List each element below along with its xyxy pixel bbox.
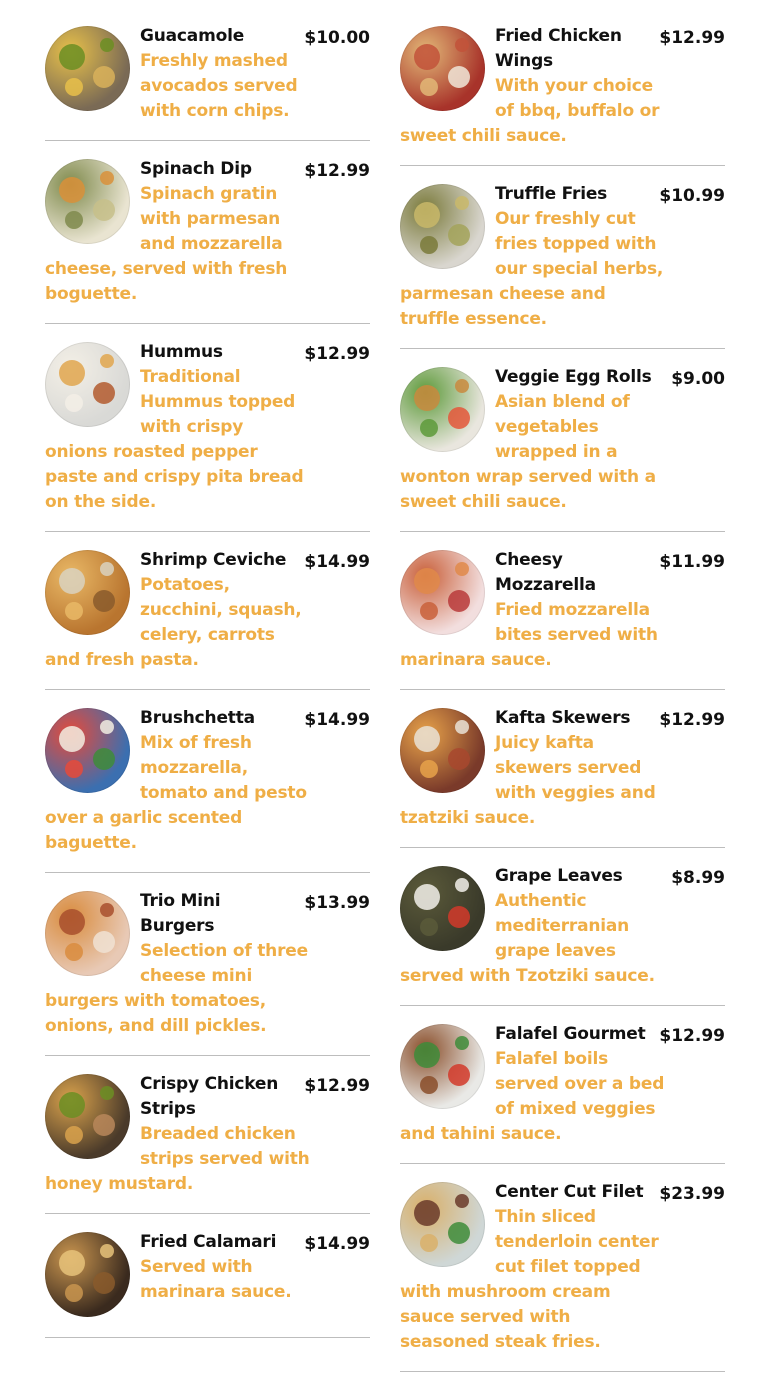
item-price: $12.99 <box>304 1076 370 1096</box>
item-description: With your choice of bbq, buffalo or sweet chili sauce. <box>400 76 660 146</box>
photo-detail <box>93 66 115 88</box>
item-name: Spinach Dip <box>140 159 252 179</box>
photo-detail <box>100 720 114 734</box>
menu-item-veggie-egg-rolls[interactable] <box>400 365 725 532</box>
item-name: Guacamole <box>140 26 245 46</box>
menu-item-brushchetta[interactable] <box>45 706 370 873</box>
food-photo <box>45 26 130 111</box>
food-photo <box>400 550 485 635</box>
photo-detail <box>93 1114 115 1136</box>
photo-detail <box>448 1064 470 1086</box>
photo-detail <box>93 748 115 770</box>
photo-detail <box>414 726 440 752</box>
photo-detail <box>414 1042 440 1068</box>
photo-detail <box>59 44 85 70</box>
item-price: $12.99 <box>659 1026 725 1046</box>
photo-detail <box>455 196 469 210</box>
food-photo <box>45 342 130 427</box>
menu-item-fried-calamari[interactable] <box>45 1230 370 1338</box>
item-price: $12.99 <box>659 710 725 730</box>
item-description: Asian blend of vegetables wrapped in a wonton wrap served with a sweet chili sauce. <box>400 392 656 512</box>
item-price: $8.99 <box>671 868 725 888</box>
photo-detail <box>414 884 440 910</box>
item-price: $13.99 <box>304 893 370 913</box>
item-description: Fried mozzarella bites served with marinara sauce. <box>400 600 658 670</box>
item-name: Cheesy Mozzarella <box>495 550 596 595</box>
photo-detail <box>93 931 115 953</box>
item-price: $10.00 <box>304 28 370 48</box>
photo-detail <box>448 590 470 612</box>
photo-detail <box>93 1272 115 1294</box>
item-description: Potatoes, zucchini, squash, celery, carrots and fresh pasta. <box>45 575 302 670</box>
menu-item-falafel-gourmet[interactable] <box>400 1022 725 1164</box>
photo-detail <box>448 1222 470 1244</box>
item-price: $14.99 <box>304 552 370 572</box>
photo-detail <box>65 1126 83 1144</box>
item-description: Freshly mashed avocados served with corn chips. <box>140 51 298 121</box>
photo-detail <box>448 407 470 429</box>
item-description: Falafel boils served over a bed of mixed veggies and tahini sauce. <box>400 1049 665 1144</box>
photo-detail <box>93 199 115 221</box>
menu-item-spinach-dip[interactable] <box>45 157 370 324</box>
food-photo <box>45 891 130 976</box>
food-photo <box>45 159 130 244</box>
menu-item-crispy-chicken-strips[interactable] <box>45 1072 370 1214</box>
photo-detail <box>414 385 440 411</box>
food-photo <box>400 26 485 111</box>
photo-detail <box>420 602 438 620</box>
food-photo <box>45 1232 130 1317</box>
item-price: $14.99 <box>304 1234 370 1254</box>
item-name: Grape Leaves <box>495 866 623 886</box>
menu-item-truffle-fries[interactable] <box>400 182 725 349</box>
food-photo <box>400 184 485 269</box>
food-photo <box>400 1024 485 1109</box>
menu-item-kafta-skewers[interactable] <box>400 706 725 848</box>
photo-detail <box>420 1076 438 1094</box>
item-price: $23.99 <box>659 1184 725 1204</box>
item-name: Shrimp Ceviche <box>140 550 287 570</box>
menu-item-hummus[interactable] <box>45 340 370 532</box>
photo-detail <box>455 562 469 576</box>
item-price: $10.99 <box>659 186 725 206</box>
photo-detail <box>100 903 114 917</box>
photo-detail <box>65 78 83 96</box>
item-name: Falafel Gourmet <box>495 1024 646 1044</box>
photo-detail <box>455 1036 469 1050</box>
item-description: Served with marinara sauce. <box>140 1257 292 1302</box>
photo-detail <box>93 382 115 404</box>
food-photo <box>400 866 485 951</box>
food-photo <box>400 1182 485 1267</box>
photo-detail <box>448 66 470 88</box>
item-description: Breaded chicken strips served with honey mustard. <box>45 1124 310 1194</box>
photo-detail <box>65 760 83 778</box>
food-photo <box>45 1074 130 1159</box>
item-description: Authentic mediterranian grape leaves served with Tzotziki sauce. <box>400 891 655 986</box>
photo-detail <box>59 1250 85 1276</box>
photo-detail <box>420 78 438 96</box>
item-name: Truffle Fries <box>495 184 608 204</box>
item-price: $11.99 <box>659 552 725 572</box>
menu-item-guacamole[interactable] <box>45 24 370 141</box>
menu-item-trio-mini-burgers[interactable] <box>45 889 370 1056</box>
menu-item-cheesy-mozzarella[interactable] <box>400 548 725 690</box>
menu-item-center-cut-filet[interactable] <box>400 1180 725 1372</box>
photo-detail <box>420 918 438 936</box>
menu-column-left <box>45 22 370 1354</box>
item-name: Crispy Chicken Strips <box>140 1074 279 1119</box>
photo-detail <box>414 202 440 228</box>
item-price: $12.99 <box>304 161 370 181</box>
photo-detail <box>65 602 83 620</box>
photo-detail <box>59 568 85 594</box>
item-name: Trio Mini Burgers <box>140 891 221 936</box>
item-name: Hummus <box>140 342 223 362</box>
photo-detail <box>100 1086 114 1100</box>
photo-detail <box>420 419 438 437</box>
food-photo <box>400 708 485 793</box>
photo-detail <box>100 171 114 185</box>
item-description: Our freshly cut fries topped with our special herbs, parmesan cheese and truffle essence. <box>400 209 664 329</box>
photo-detail <box>59 360 85 386</box>
photo-detail <box>455 1194 469 1208</box>
photo-detail <box>448 748 470 770</box>
photo-detail <box>65 211 83 229</box>
photo-detail <box>414 568 440 594</box>
item-name: Center Cut Filet <box>495 1182 644 1202</box>
photo-detail <box>59 177 85 203</box>
photo-detail <box>93 590 115 612</box>
photo-detail <box>455 720 469 734</box>
item-name: Veggie Egg Rolls <box>495 367 652 387</box>
item-description: Thin sliced tenderloin center cut filet topped with mushroom cream sauce served with seasoned steak fries. <box>400 1207 659 1352</box>
photo-detail <box>414 44 440 70</box>
item-name: Kafta Skewers <box>495 708 631 728</box>
photo-detail <box>455 38 469 52</box>
photo-detail <box>100 1244 114 1258</box>
food-photo <box>400 367 485 452</box>
photo-detail <box>420 760 438 778</box>
photo-detail <box>448 906 470 928</box>
photo-detail <box>100 562 114 576</box>
item-price: $12.99 <box>659 28 725 48</box>
photo-detail <box>59 1092 85 1118</box>
menu-item-grape-leaves[interactable] <box>400 864 725 1006</box>
food-photo <box>45 708 130 793</box>
item-name: Fried Chicken Wings <box>495 26 622 71</box>
photo-detail <box>420 1234 438 1252</box>
photo-detail <box>65 1284 83 1302</box>
item-description: Mix of fresh mozzarella, tomato and pesto over a garlic scented baguette. <box>45 733 307 853</box>
photo-detail <box>420 236 438 254</box>
food-photo <box>45 550 130 635</box>
item-price: $14.99 <box>304 710 370 730</box>
menu-item-shrimp-ceviche[interactable] <box>45 548 370 690</box>
photo-detail <box>448 224 470 246</box>
item-name: Fried Calamari <box>140 1232 277 1252</box>
photo-detail <box>414 1200 440 1226</box>
item-name: Brushchetta <box>140 708 255 728</box>
photo-detail <box>59 909 85 935</box>
item-price: $12.99 <box>304 344 370 364</box>
item-price: $9.00 <box>671 369 725 389</box>
item-description: Juicy kafta skewers served with veggies and tzatziki sauce. <box>400 733 656 828</box>
item-description: Selection of three cheese mini burgers with tomatoes, onions, and dill pickles. <box>45 941 308 1036</box>
photo-detail <box>455 878 469 892</box>
menu-item-fried-chicken-wings[interactable] <box>400 24 725 166</box>
menu-column-right <box>400 22 725 1388</box>
item-description: Spinach gratin with parmesan and mozzarella cheese, served with fresh boguette. <box>45 184 288 304</box>
photo-detail <box>100 354 114 368</box>
item-description: Traditional Hummus topped with crispy onions roasted pepper paste and crispy pita bread on the side. <box>45 367 304 512</box>
photo-detail <box>65 394 83 412</box>
photo-detail <box>100 38 114 52</box>
photo-detail <box>59 726 85 752</box>
photo-detail <box>65 943 83 961</box>
photo-detail <box>455 379 469 393</box>
